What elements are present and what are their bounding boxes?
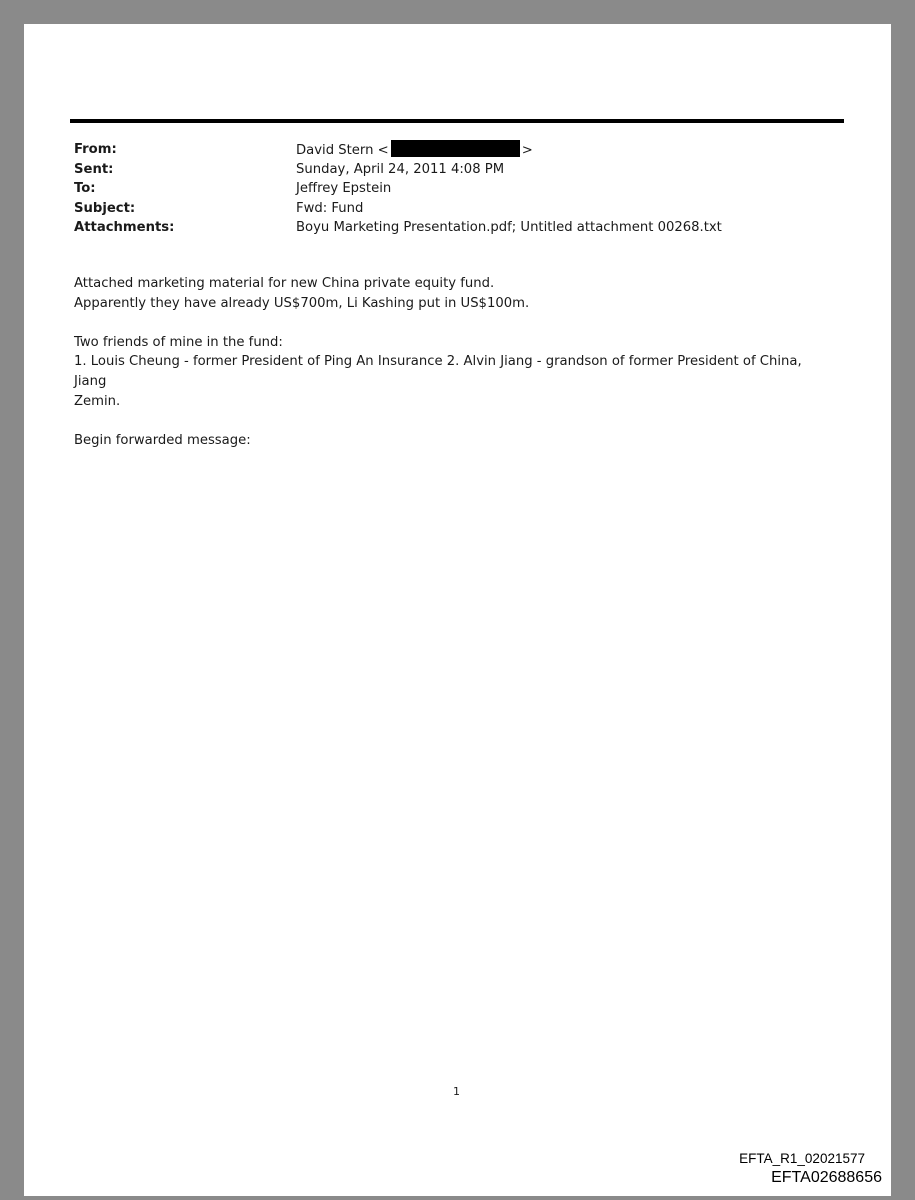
sent-label: Sent: [74,161,114,177]
body-paragraph [74,274,834,313]
page-number: 1 [453,1085,460,1098]
body-paragraph [74,431,834,451]
to-label: To: [74,181,96,197]
redaction-box [391,140,520,157]
body-line: Zemin. [74,393,121,409]
to-value: Jeffrey Epstein [296,181,392,197]
from-suffix: > [521,143,533,158]
from-name: David Stern < [296,143,389,158]
subject-value: Fwd: Fund [296,200,364,216]
body-line: Begin forwarded message: [74,432,251,448]
document-page [24,24,891,1196]
from-label: From: [74,142,117,157]
body-line: Apparently they have already US$700m, Li Kashing put in US$100m. [74,295,530,311]
body-line: Two friends of mine in the fund: [74,334,283,350]
subject-label: Subject: [74,200,136,216]
bates-number-secondary: EFTA02688656 [771,1169,882,1186]
header-rule [70,119,844,123]
sent-value: Sunday, April 24, 2011 4:08 PM [296,161,505,177]
body-paragraph [74,333,834,411]
from-value [296,140,533,161]
attachments-value: Boyu Marketing Presentation.pdf; Untitled attachment 00268.txt [296,220,722,236]
body-line: 1. Louis Cheung - former President of Ping An Insurance 2. Alvin Jiang - grandson of former President of China, Jiang [74,354,802,389]
body-line: Attached marketing material for new China private equity fund. [74,276,495,291]
email-body [74,274,834,470]
bates-number-primary: EFTA_R1_02021577 [739,1151,865,1166]
attachments-label: Attachments: [74,220,175,236]
